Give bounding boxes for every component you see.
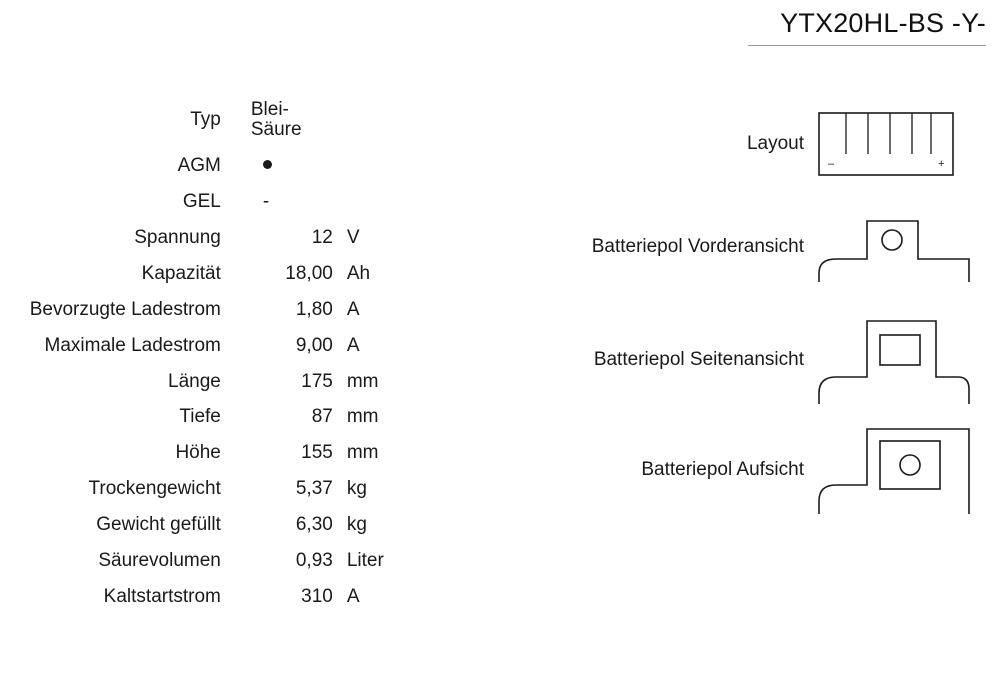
table-row — [0, 435, 420, 471]
spec-unit: mm — [346, 370, 379, 392]
spec-value: 155 — [301, 442, 333, 464]
spec-label: Typ — [190, 108, 221, 130]
spec-label: Bevorzugte Ladestrom — [29, 298, 221, 320]
spec-value: 18,00 — [285, 262, 333, 284]
battery-layout-icon — [818, 112, 988, 176]
spec-label: Höhe — [175, 442, 221, 464]
spec-label: Trockengewicht — [88, 478, 221, 500]
spec-value: Blei-Säure — [250, 99, 302, 140]
specifications-table — [0, 92, 420, 615]
spec-label: Kapazität — [141, 262, 221, 284]
spec-unit — [333, 148, 420, 184]
spec-value: 87 — [311, 406, 333, 428]
spec-unit: A — [346, 334, 360, 356]
illustration-row-terminal-top — [500, 420, 1000, 520]
terminal-side-view-icon — [818, 315, 988, 405]
table-row — [0, 184, 420, 220]
spec-label: Säurevolumen — [98, 550, 221, 572]
spec-value: 0,93 — [295, 550, 333, 572]
terminal-top-view-icon — [818, 425, 988, 515]
spec-value: 175 — [301, 370, 333, 392]
illustration-label: Batteriepol Seitenansicht — [593, 349, 804, 370]
spec-value-dot — [221, 148, 333, 184]
spec-value: 6,30 — [295, 514, 333, 536]
page-title: YTX20HL-BS -Y- — [780, 8, 986, 38]
spec-unit: A — [346, 298, 360, 320]
table-row — [0, 92, 420, 148]
illustration-row-layout — [500, 104, 1000, 184]
spec-unit: kg — [346, 478, 367, 500]
illustration-label: Layout — [746, 133, 804, 154]
spec-unit: kg — [346, 514, 367, 536]
spec-unit: Ah — [346, 262, 371, 284]
specifications-body — [0, 92, 420, 615]
table-row — [0, 292, 420, 328]
spec-value: - — [262, 190, 270, 212]
spec-label: Länge — [168, 370, 221, 392]
spec-label: GEL — [182, 190, 221, 212]
table-row — [0, 399, 420, 435]
spec-value: 310 — [301, 586, 333, 608]
illustration-label: Batteriepol Vorderansicht — [591, 236, 804, 257]
table-row — [0, 364, 420, 400]
spec-label: Spannung — [134, 226, 221, 248]
spec-label: Kaltstartstrom — [103, 586, 221, 608]
table-row — [0, 543, 420, 579]
spec-unit: mm — [346, 406, 379, 428]
table-row — [0, 148, 420, 184]
spec-label: Gewicht gefüllt — [96, 514, 221, 536]
spec-unit: mm — [346, 442, 379, 464]
spec-value: 5,37 — [295, 478, 333, 500]
title-underline — [748, 45, 986, 46]
illustration-row-terminal-side — [500, 310, 1000, 410]
spec-label: Tiefe — [179, 406, 221, 428]
table-row — [0, 328, 420, 364]
spec-unit — [333, 184, 420, 220]
terminal-front-view-icon — [818, 211, 988, 283]
table-row — [0, 579, 420, 615]
spec-unit: V — [346, 226, 360, 248]
spec-value: 1,80 — [295, 298, 333, 320]
table-row — [0, 471, 420, 507]
spec-unit — [333, 92, 420, 148]
spec-unit: A — [346, 586, 360, 608]
table-row — [0, 220, 420, 256]
page-title-block — [748, 8, 986, 46]
minus-sign: – — [828, 158, 835, 170]
spec-value: 12 — [311, 226, 333, 248]
spec-label: AGM — [177, 154, 221, 176]
spec-value: 9,00 — [295, 334, 333, 356]
spec-unit: Liter — [346, 550, 384, 572]
illustration-label: Batteriepol Aufsicht — [641, 459, 804, 480]
filled-dot-icon — [263, 160, 272, 169]
spec-label: Maximale Ladestrom — [44, 334, 221, 356]
table-row — [0, 256, 420, 292]
plus-sign: + — [938, 158, 945, 170]
table-row — [0, 507, 420, 543]
illustrations-panel — [500, 92, 1000, 532]
illustration-row-terminal-front — [500, 202, 1000, 292]
